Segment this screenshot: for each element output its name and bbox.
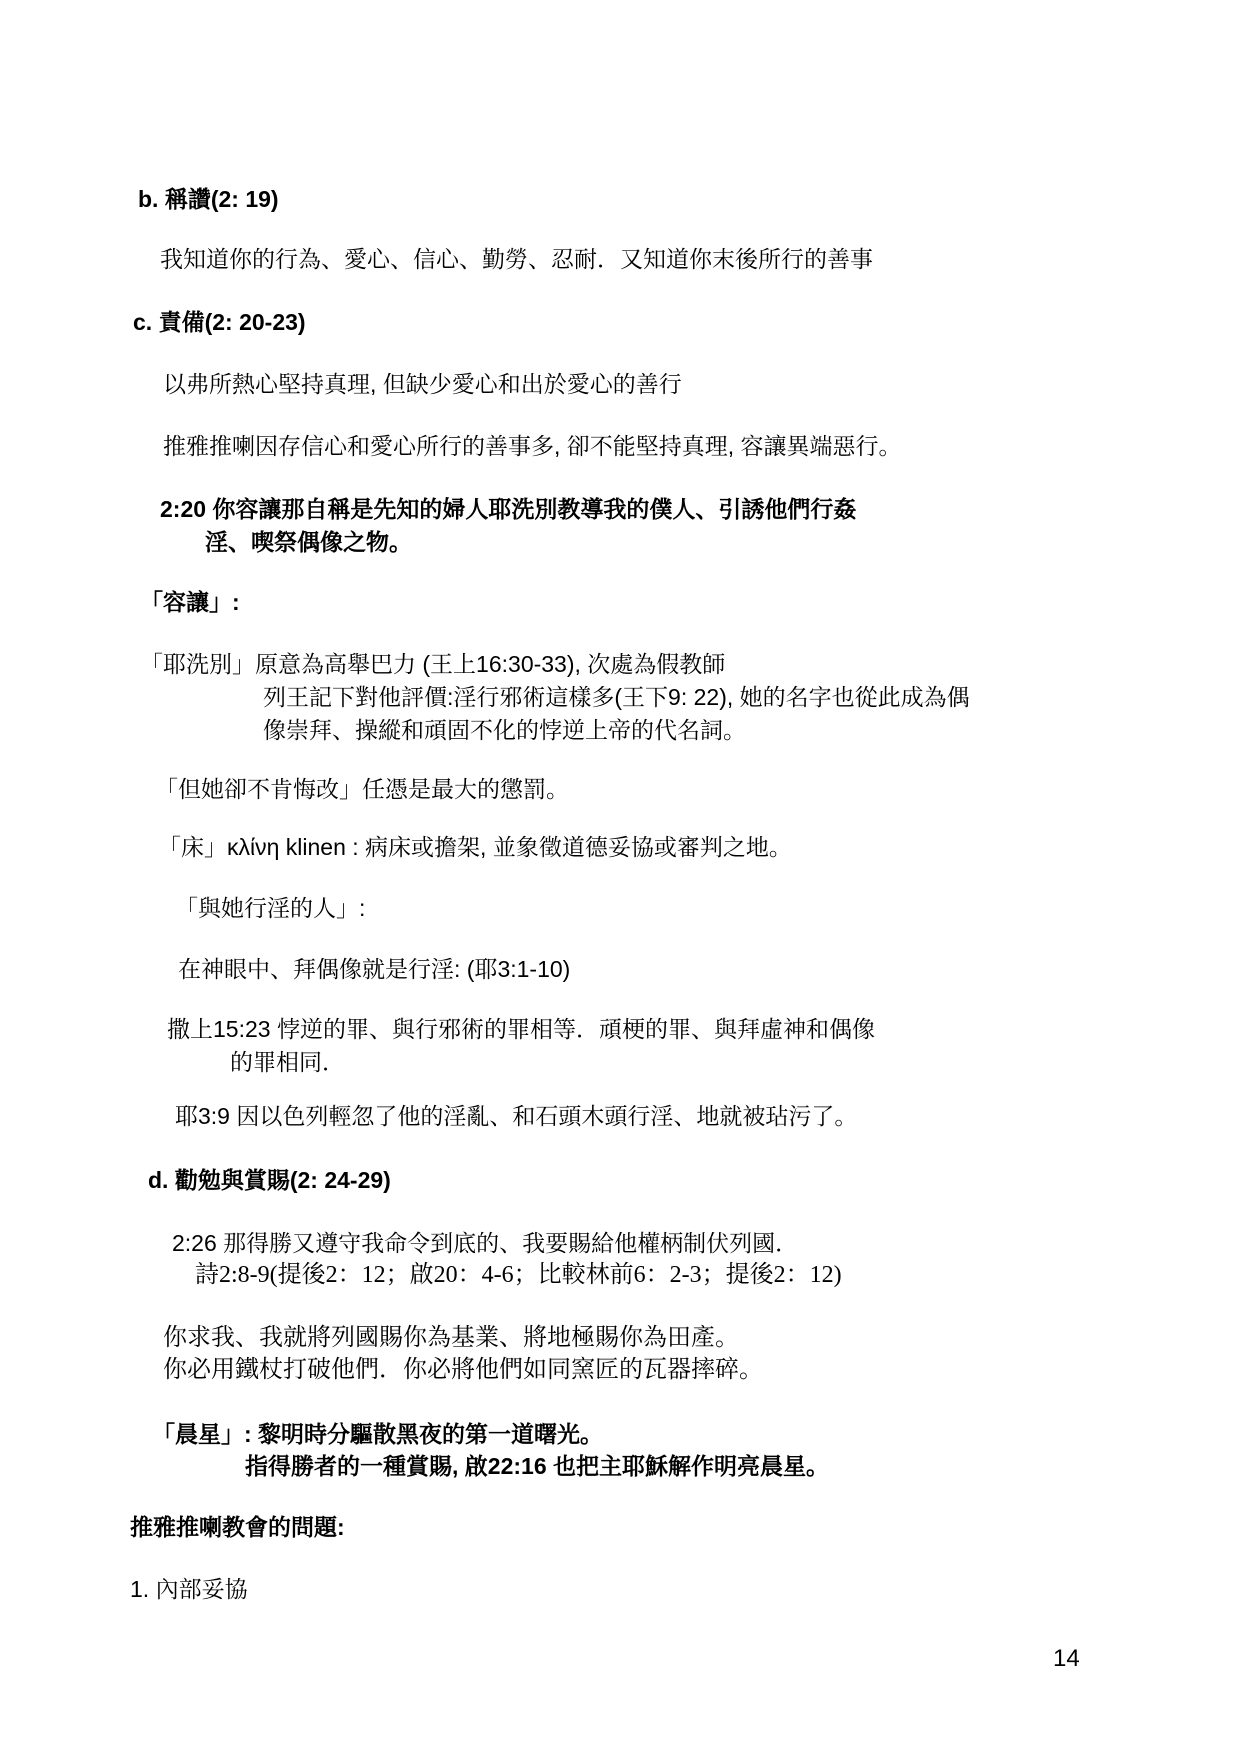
samuel-quote-line2: 的罪相同．	[230, 1049, 345, 1075]
morning-star-line1: 「晨星」: 黎明時分驅散黑夜的第一道曙光。	[152, 1421, 604, 1447]
section-d-heading: d. 勸勉與賞賜(2: 24-29)	[148, 1167, 391, 1193]
psalm-quote-line2: 你必用鐵杖打破他們．你必將他們如同窯匠的瓦器摔碎。	[163, 1357, 763, 1383]
jezebel-note-line3: 像崇拜、操縱和頑固不化的悖逆上帝的代名詞。	[263, 717, 746, 743]
section-b-heading: b. 稱讚(2: 19)	[138, 186, 279, 212]
idolatry-line: 在神眼中、拜偶像就是行淫: (耶3:1-10)	[178, 956, 571, 982]
thyatira-comparison-line: 推雅推喇因存信心和愛心所行的善事多, 卻不能堅持真理, 容讓異端惡行。	[163, 433, 902, 459]
jezebel-note-line1: 「耶洗別」原意為高舉巴力 (王上16:30-33), 次處為假教師	[140, 651, 726, 677]
problems-heading: 推雅推喇教會的問題:	[130, 1514, 345, 1540]
no-repentance-line: 「但她卻不肯悔改」任憑是最大的懲罰。	[155, 776, 569, 802]
term-bed-line: 「床」κλίνη klinen : 病床或擔架, 並象徵道德妥協或審判之地。	[158, 834, 792, 860]
page-number: 14	[1053, 1645, 1080, 1672]
problems-item-1: 1. 內部妥協	[130, 1576, 248, 1602]
section-c-heading: c. 責備(2: 20-23)	[133, 309, 306, 335]
cross-references-line: 詩2:8-9(提後2：12；啟20：4-6；比較林前6：2-3；提後2：12)	[195, 1262, 842, 1288]
verse-2-26-line: 2:26 那得勝又遵守我命令到底的、我要賜給他權柄制伏列國．	[172, 1230, 799, 1256]
jezebel-note-line2: 列王記下對他評價:淫行邪術這樣多(王下9: 22), 她的名字也從此成為偶	[263, 684, 970, 710]
samuel-quote-line1: 撒上15:23 悖逆的罪、與行邪術的罪相等．頑梗的罪、與拜虛神和偶像	[167, 1016, 875, 1042]
section-b-praise-text: 我知道你的行為、愛心、信心、勤勞、忍耐．又知道你末後所行的善事	[160, 246, 873, 272]
psalm-quote-line1: 你求我、我就將列國賜你為基業、將地極賜你為田產。	[163, 1325, 739, 1351]
term-tolerate: 「容讓」:	[140, 589, 240, 615]
verse-2-20-line2: 淫、喫祭偶像之物。	[205, 529, 412, 555]
verse-2-20-line1: 2:20 你容讓那自稱是先知的婦人耶洗別教導我的僕人、引誘他們行姦	[160, 496, 857, 522]
jeremiah-quote-line: 耶3:9 因以色列輕忽了他的淫亂、和石頭木頭行淫、地就被玷污了。	[175, 1103, 858, 1129]
term-adulterers: 「與她行淫的人」:	[175, 895, 366, 921]
ephesus-comparison-line: 以弗所熱心堅持真理, 但缺少愛心和出於愛心的善行	[163, 371, 682, 397]
morning-star-line2: 指得勝者的一種賞賜, 啟22:16 也把主耶穌解作明亮晨星。	[245, 1453, 829, 1479]
